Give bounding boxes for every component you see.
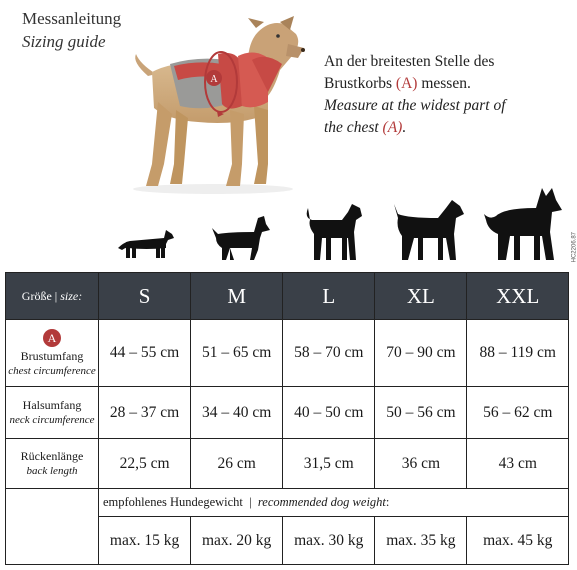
table-row-weight-label xyxy=(6,489,569,517)
size-l: L xyxy=(283,273,375,320)
back-l: 31,5 cm xyxy=(283,439,375,489)
neck-m: 34 – 40 cm xyxy=(191,387,283,439)
back-m: 26 cm xyxy=(191,439,283,489)
instruction-de-line1: An der breitesten Stelle des xyxy=(324,53,495,70)
neck-l: 40 – 50 cm xyxy=(283,387,375,439)
weight-s: max. 15 kg xyxy=(99,517,191,565)
dog-silhouette-s xyxy=(116,226,176,262)
size-table xyxy=(5,272,569,565)
row-label-neck: Halsumfang neck circumference xyxy=(6,387,99,439)
dog-silhouette-m xyxy=(210,214,270,262)
chest-xxl: 88 – 119 cm xyxy=(467,320,569,387)
dog-silhouette-xxl xyxy=(484,186,564,262)
weight-label: empfohlenes Hundegewicht | recommended dog weight: xyxy=(99,489,569,517)
row-label-chest: A Brustumfang chest circumference xyxy=(6,320,99,387)
size-header-row xyxy=(6,273,569,320)
chest-xl: 70 – 90 cm xyxy=(375,320,467,387)
size-xl: XL xyxy=(375,273,467,320)
weight-l: max. 30 kg xyxy=(283,517,375,565)
weight-xl: max. 35 kg xyxy=(375,517,467,565)
weight-m: max. 20 kg xyxy=(191,517,283,565)
neck-xl: 50 – 56 cm xyxy=(375,387,467,439)
instruction-en-line2: the chest (A). xyxy=(324,119,407,136)
page-subtitle: Sizing guide xyxy=(22,32,106,51)
back-xl: 36 cm xyxy=(375,439,467,489)
weight-empty-cell xyxy=(6,489,99,565)
size-label-cell: Größe | size: xyxy=(6,273,99,320)
neck-xxl: 56 – 62 cm xyxy=(467,387,569,439)
table-row-back xyxy=(6,439,569,489)
dog-with-harness-photo xyxy=(118,14,318,196)
marker-badge-photo: A xyxy=(210,74,218,85)
size-xxl: XXL xyxy=(467,273,569,320)
neck-s: 28 – 37 cm xyxy=(99,387,191,439)
measure-instruction xyxy=(324,51,564,139)
chest-m: 51 – 65 cm xyxy=(191,320,283,387)
instruction-en-line1: Measure at the widest part of xyxy=(324,97,506,114)
table-row-chest xyxy=(6,320,569,387)
marker-badge: A xyxy=(43,329,61,347)
size-m: M xyxy=(191,273,283,320)
chest-l: 58 – 70 cm xyxy=(283,320,375,387)
back-xxl: 43 cm xyxy=(467,439,569,489)
size-s: S xyxy=(99,273,191,320)
page-title: Messanleitung xyxy=(22,9,122,28)
chest-s: 44 – 55 cm xyxy=(99,320,191,387)
side-code: HC2206.87 xyxy=(571,232,577,263)
dog-silhouette-l xyxy=(302,202,364,262)
dog-silhouette-xl xyxy=(388,198,468,262)
table-row-neck xyxy=(6,387,569,439)
back-s: 22,5 cm xyxy=(99,439,191,489)
instruction-de-line2: Brustkorbs (A) messen. xyxy=(324,75,471,92)
weight-xxl: max. 45 kg xyxy=(467,517,569,565)
row-label-back: Rückenlänge back length xyxy=(6,439,99,489)
